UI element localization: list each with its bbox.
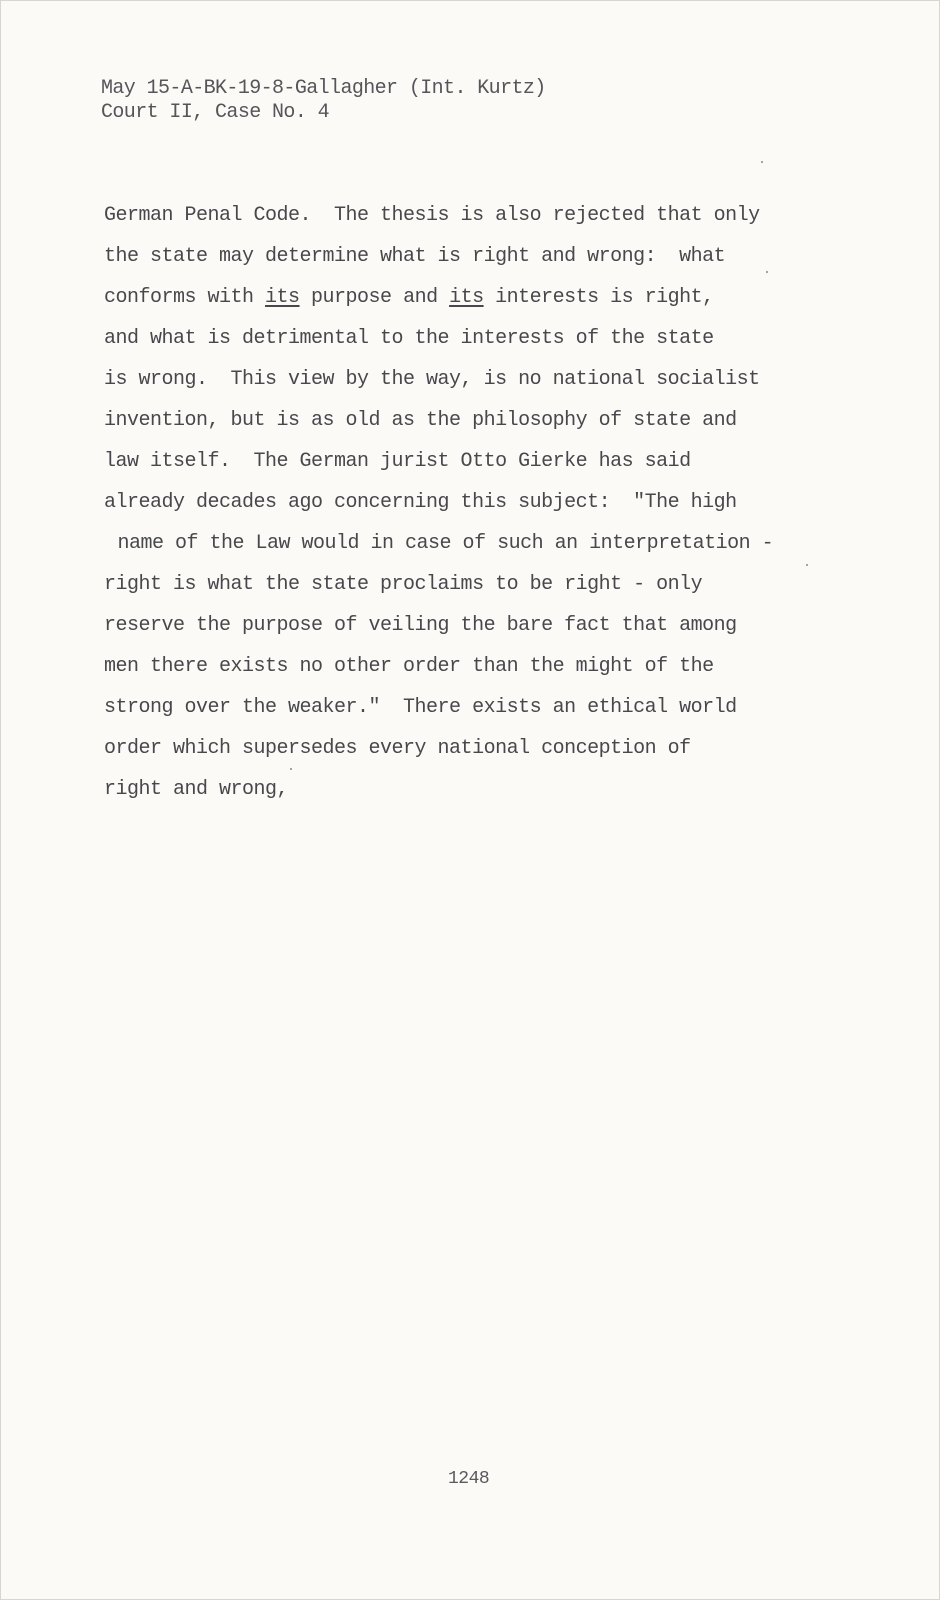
document-header	[101, 77, 546, 125]
body-line: already decades ago concerning this subject: "The high	[104, 491, 737, 514]
header-line-1: May 15-A-BK-19-8-Gallagher (Int. Kurtz)	[101, 77, 546, 100]
body-line: strong over the weaker." There exists an ethical world	[104, 696, 737, 719]
body-line: and what is detrimental to the interests of the state	[104, 327, 714, 350]
paper-speck	[290, 768, 292, 770]
paper-speck	[806, 564, 808, 566]
body-line: name of the Law would in case of such an interpretation -	[106, 532, 774, 555]
body-segment: purpose and	[299, 286, 450, 309]
body-line: invention, but is as old as the philosophy of state and	[104, 409, 737, 432]
body-segment: interests is right,	[483, 286, 714, 309]
body-line: reserve the purpose of veiling the bare fact that among	[104, 614, 737, 637]
body-line: right is what the state proclaims to be right - only	[104, 573, 703, 596]
page-number: 1248	[448, 1469, 490, 1489]
body-text	[104, 195, 924, 810]
body-line: is wrong. This view by the way, is no national socialist	[104, 368, 760, 391]
body-line: the state may determine what is right and wrong: what	[104, 245, 726, 268]
body-line: order which supersedes every national conception of	[104, 737, 691, 760]
underlined-word: its	[449, 286, 484, 309]
body-segment: conforms with	[104, 286, 266, 309]
body-line: right and wrong,	[104, 778, 289, 801]
body-line: men there exists no other order than the might of the	[104, 655, 714, 678]
body-line	[104, 277, 924, 318]
paper-speck	[761, 161, 763, 163]
paper-speck	[766, 271, 768, 273]
underlined-word: its	[265, 286, 300, 309]
body-line: German Penal Code. The thesis is also rejected that only	[104, 204, 760, 227]
header-line-2: Court II, Case No. 4	[101, 101, 330, 124]
body-line: law itself. The German jurist Otto Gierke has said	[104, 450, 691, 473]
